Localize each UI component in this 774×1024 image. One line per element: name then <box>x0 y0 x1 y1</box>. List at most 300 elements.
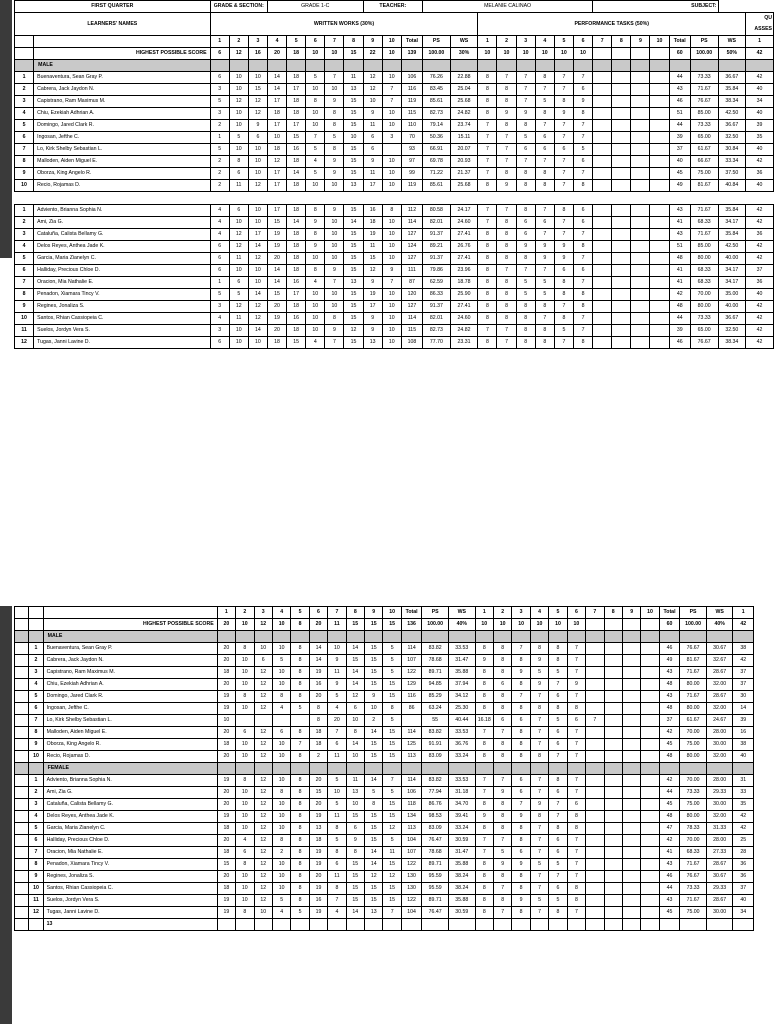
score-cell <box>604 823 622 835</box>
score-cell <box>622 643 640 655</box>
score-cell: 20 <box>309 691 327 703</box>
score-cell: 40 <box>746 289 774 301</box>
score-cell: 15 <box>344 205 363 217</box>
score-cell: 8 <box>478 96 497 108</box>
score-cell: 8 <box>475 907 493 919</box>
score-cell: 12 <box>254 679 272 691</box>
score-cell: 6 <box>573 217 592 229</box>
score-cell: 8 <box>567 703 585 715</box>
score-cell: 12 <box>267 156 286 168</box>
score-cell <box>382 144 401 156</box>
score-cell <box>622 871 640 883</box>
learner-name: Oracion, Mia Nathalie E. <box>43 847 217 859</box>
score-cell: 78.68 <box>422 847 449 859</box>
score-cell: 28.67 <box>706 667 733 679</box>
hps-value: 15 <box>365 619 383 631</box>
blank-cell <box>15 631 29 643</box>
score-cell: 8 <box>530 811 548 823</box>
score-cell: 36 <box>746 168 774 180</box>
score-cell: 8 <box>516 337 535 349</box>
score-cell: 11 <box>328 811 346 823</box>
column-number: 1 <box>733 607 754 619</box>
score-cell: 18 <box>309 835 327 847</box>
score-cell: 15 <box>344 168 363 180</box>
score-cell: 10 <box>382 313 401 325</box>
female-section-label: FEMALE <box>43 763 217 775</box>
column-number: 1 <box>478 36 497 48</box>
score-cell: 8 <box>346 847 364 859</box>
score-cell: 15 <box>383 679 401 691</box>
score-cell: 8 <box>567 883 585 895</box>
blank-cell <box>448 763 475 775</box>
score-cell <box>650 229 669 241</box>
score-cell: 83.09 <box>422 823 449 835</box>
score-cell: 8 <box>306 96 325 108</box>
hps-value: 60 <box>669 48 690 60</box>
score-cell: 114 <box>401 217 422 229</box>
score-cell: 113 <box>401 823 421 835</box>
score-cell: 41 <box>669 265 690 277</box>
score-cell: 8 <box>493 667 511 679</box>
score-cell: 8 <box>497 229 516 241</box>
score-cell: 10 <box>382 180 401 192</box>
empty-row-number: 13 <box>43 919 217 931</box>
score-cell: 12 <box>248 108 267 120</box>
score-cell: 42 <box>733 811 754 823</box>
score-cell: 38 <box>733 643 754 655</box>
score-cell: 48 <box>659 811 679 823</box>
score-cell: 8 <box>512 739 530 751</box>
score-cell: 37 <box>746 265 774 277</box>
grade-section-label: GRADE & SECTION: <box>210 1 267 13</box>
score-cell: 8 <box>535 180 554 192</box>
column-number: 2 <box>236 607 254 619</box>
blank-cell <box>512 631 530 643</box>
learner-name: Ami, Zia G. <box>43 787 217 799</box>
score-cell: 8 <box>291 811 309 823</box>
score-cell: 76.67 <box>680 643 707 655</box>
score-cell: 32.00 <box>706 703 733 715</box>
hps-value: 42 <box>733 619 754 631</box>
learner-name: Oborza, King Angelo R. <box>43 739 217 751</box>
score-cell: 24.82 <box>450 108 478 120</box>
column-number: 4 <box>535 36 554 48</box>
score-cell: 7 <box>549 751 567 763</box>
score-cell: 10 <box>248 205 267 217</box>
score-cell: 5 <box>325 132 344 144</box>
score-cell: 15 <box>383 727 401 739</box>
score-cell: 9 <box>512 895 530 907</box>
score-cell: 8 <box>497 84 516 96</box>
score-cell: 8 <box>554 96 573 108</box>
score-cell: 7 <box>493 727 511 739</box>
score-cell: 12 <box>254 787 272 799</box>
score-cell: 10 <box>248 144 267 156</box>
score-cell: 15 <box>383 691 401 703</box>
score-cell: 7 <box>549 799 567 811</box>
score-cell <box>604 727 622 739</box>
score-cell: 8 <box>475 871 493 883</box>
score-cell: 40 <box>746 144 774 156</box>
score-cell: 55 <box>422 715 449 727</box>
blank-cell <box>365 763 383 775</box>
hps-value: 15 <box>383 619 401 631</box>
score-cell <box>631 180 650 192</box>
blank-cell <box>309 763 327 775</box>
score-cell: 20 <box>217 835 235 847</box>
score-cell: 13 <box>344 277 363 289</box>
learner-number: 1 <box>15 72 34 84</box>
learner-name: Penadon, Xiamara Tincy V. <box>34 289 210 301</box>
score-cell: 10 <box>306 289 325 301</box>
blank-cell <box>328 763 346 775</box>
score-cell: 43 <box>669 229 690 241</box>
score-cell: 8 <box>475 667 493 679</box>
score-cell: 6 <box>516 217 535 229</box>
score-cell: 10 <box>236 799 254 811</box>
score-cell <box>641 883 659 895</box>
score-cell: 25.68 <box>450 180 478 192</box>
score-cell <box>586 895 604 907</box>
female-learner-row <box>15 799 754 811</box>
score-cell: 14 <box>267 265 286 277</box>
score-cell <box>612 132 631 144</box>
score-cell: 15 <box>346 811 364 823</box>
score-cell <box>650 277 669 289</box>
score-cell: 5 <box>516 289 535 301</box>
score-cell <box>586 691 604 703</box>
score-cell <box>641 835 659 847</box>
score-cell: 63.24 <box>422 703 449 715</box>
score-cell: 116 <box>401 84 422 96</box>
blank-cell <box>272 631 290 643</box>
score-cell: 12 <box>254 811 272 823</box>
score-cell: 5 <box>530 859 548 871</box>
score-cell <box>631 217 650 229</box>
score-cell: 7 <box>567 751 585 763</box>
score-cell: 37 <box>733 667 754 679</box>
score-cell: 6 <box>535 217 554 229</box>
score-cell: 8 <box>567 823 585 835</box>
score-cell: 7 <box>567 739 585 751</box>
learner-number: 5 <box>29 823 43 835</box>
score-cell: 10 <box>272 823 290 835</box>
score-cell: 8 <box>512 751 530 763</box>
score-cell: 19 <box>309 667 327 679</box>
score-cell: 10 <box>325 301 344 313</box>
score-cell: 61.67 <box>680 715 707 727</box>
score-cell: 15 <box>344 229 363 241</box>
score-cell <box>631 72 650 84</box>
score-cell: 6 <box>567 715 585 727</box>
score-cell: 16 <box>309 679 327 691</box>
score-cell: 83.82 <box>422 643 449 655</box>
score-cell: 7 <box>554 72 573 84</box>
score-cell: 7 <box>497 156 516 168</box>
learner-number: 10 <box>15 180 34 192</box>
score-cell: 15 <box>365 643 383 655</box>
score-cell: 10 <box>229 108 248 120</box>
score-cell: 14 <box>365 859 383 871</box>
blank-cell <box>236 763 254 775</box>
score-cell: 11 <box>328 871 346 883</box>
score-cell: 46 <box>669 96 690 108</box>
score-cell: 8 <box>530 751 548 763</box>
learner-name: Ami, Zia G. <box>34 217 210 229</box>
score-cell: 2 <box>365 715 383 727</box>
score-cell: 37 <box>669 144 690 156</box>
score-cell: 48 <box>659 679 679 691</box>
column-number: 1 <box>475 607 493 619</box>
score-cell: 14 <box>346 679 364 691</box>
score-cell: 7 <box>382 277 401 289</box>
score-cell: 122 <box>401 895 421 907</box>
score-cell: 77.70 <box>423 337 451 349</box>
score-cell: 8 <box>475 859 493 871</box>
score-cell: 10 <box>248 156 267 168</box>
score-cell: 27.41 <box>450 253 478 265</box>
score-cell <box>586 679 604 691</box>
male-learner-row <box>15 144 774 156</box>
score-cell <box>622 859 640 871</box>
score-cell: 6 <box>549 787 567 799</box>
score-cell: 40 <box>746 84 774 96</box>
blank-cell <box>622 763 640 775</box>
score-cell <box>593 217 612 229</box>
blank-cell <box>475 631 493 643</box>
score-cell: 18 <box>267 108 286 120</box>
score-cell: 10 <box>248 337 267 349</box>
score-cell: 20 <box>309 871 327 883</box>
score-cell: 83.45 <box>423 84 451 96</box>
score-cell: 8 <box>382 205 401 217</box>
score-cell: 10 <box>382 72 401 84</box>
score-cell: 8 <box>475 751 493 763</box>
score-cell: 6 <box>573 156 592 168</box>
hps-value: 50% <box>718 48 746 60</box>
male-learner-row <box>15 108 774 120</box>
hps-value <box>593 48 612 60</box>
score-cell: 8 <box>497 241 516 253</box>
score-cell: 8 <box>325 120 344 132</box>
blank-cell <box>475 919 493 931</box>
score-cell: 10 <box>229 217 248 229</box>
learner-number: 2 <box>15 217 34 229</box>
score-cell: 5 <box>554 325 573 337</box>
score-cell: 15 <box>344 241 363 253</box>
score-cell: 10 <box>236 823 254 835</box>
score-cell: 18.78 <box>450 277 478 289</box>
score-cell: 8 <box>512 679 530 691</box>
score-cell: 42 <box>746 301 774 313</box>
score-cell: 89.71 <box>422 667 449 679</box>
score-cell: 120 <box>401 289 422 301</box>
learner-number: 9 <box>29 871 43 883</box>
score-cell: 9 <box>512 667 530 679</box>
column-number: 9 <box>631 36 650 48</box>
score-cell: 5 <box>549 715 567 727</box>
score-cell <box>604 667 622 679</box>
blank-cell <box>448 631 475 643</box>
score-cell: 8 <box>478 108 497 120</box>
score-cell: 4 <box>236 835 254 847</box>
score-cell: 9 <box>497 180 516 192</box>
learner-number: 9 <box>29 739 43 751</box>
score-cell: 7 <box>530 787 548 799</box>
score-cell <box>631 108 650 120</box>
score-cell: 71.67 <box>680 691 707 703</box>
score-cell: 10 <box>382 301 401 313</box>
score-cell: 6 <box>210 337 229 349</box>
score-cell: 15 <box>365 679 383 691</box>
blank-cell <box>423 60 451 72</box>
score-cell: 36.67 <box>718 120 746 132</box>
score-cell: 7 <box>554 132 573 144</box>
score-cell <box>631 96 650 108</box>
score-cell: 5 <box>549 895 567 907</box>
score-cell: 12 <box>229 241 248 253</box>
score-cell: 10 <box>328 787 346 799</box>
learner-number: 9 <box>15 168 34 180</box>
score-cell <box>650 132 669 144</box>
score-cell: 10 <box>217 715 235 727</box>
score-cell: 8 <box>516 205 535 217</box>
score-cell <box>631 325 650 337</box>
score-cell: 76.67 <box>690 337 718 349</box>
score-cell: 18 <box>217 883 235 895</box>
score-cell: 10 <box>236 655 254 667</box>
score-cell <box>586 655 604 667</box>
performance-tasks-header: PERFORMANCE TASKS (50%) <box>478 13 746 36</box>
score-cell <box>650 301 669 313</box>
score-cell: 10 <box>236 751 254 763</box>
score-cell: 6 <box>229 168 248 180</box>
score-cell: 12 <box>346 691 364 703</box>
score-cell: 8 <box>272 787 290 799</box>
score-cell: 8 <box>497 289 516 301</box>
score-cell: 8 <box>475 739 493 751</box>
score-cell: 15 <box>287 337 306 349</box>
score-cell: 114 <box>401 313 422 325</box>
blank-cell <box>493 919 511 931</box>
score-cell: 97 <box>401 156 422 168</box>
score-cell: 9 <box>346 835 364 847</box>
score-cell <box>612 265 631 277</box>
learner-name: Cabrera, Jack Jaydon N. <box>34 84 210 96</box>
blank-cell <box>641 631 659 643</box>
score-cell: 35.84 <box>718 229 746 241</box>
learner-number: 2 <box>15 84 34 96</box>
score-cell: 1 <box>210 132 229 144</box>
score-cell: 40.84 <box>718 180 746 192</box>
score-cell: 10 <box>382 108 401 120</box>
score-cell: 9 <box>512 859 530 871</box>
score-cell <box>641 895 659 907</box>
score-cell: 7 <box>567 835 585 847</box>
score-cell: 15 <box>346 871 364 883</box>
score-cell: 10 <box>229 120 248 132</box>
score-cell <box>622 787 640 799</box>
score-cell: 5 <box>535 277 554 289</box>
score-cell <box>650 289 669 301</box>
score-cell: 9 <box>475 655 493 667</box>
score-cell: 6 <box>549 691 567 703</box>
score-cell <box>641 703 659 715</box>
score-cell: 8 <box>291 835 309 847</box>
score-cell: 6 <box>512 775 530 787</box>
score-cell: 38.34 <box>718 96 746 108</box>
score-cell: 8 <box>573 289 592 301</box>
score-cell: 5 <box>328 799 346 811</box>
score-cell: 86.33 <box>423 289 451 301</box>
female-learner-row <box>15 313 774 325</box>
hps-value: 10 <box>306 48 325 60</box>
learner-number: 8 <box>29 859 43 871</box>
hps-value: 20 <box>267 48 286 60</box>
learner-name: Delos Reyes, Anthea Jade K. <box>43 811 217 823</box>
score-cell <box>631 144 650 156</box>
blank-cell <box>549 631 567 643</box>
score-cell: 14 <box>267 84 286 96</box>
score-cell <box>612 253 631 265</box>
score-cell <box>622 667 640 679</box>
score-cell: 10 <box>306 325 325 337</box>
score-cell: 5 <box>530 895 548 907</box>
score-cell: 10 <box>236 895 254 907</box>
score-cell: 36.67 <box>718 313 746 325</box>
blank-cell <box>15 871 29 883</box>
score-cell: 30.00 <box>706 739 733 751</box>
blank-cell <box>291 763 309 775</box>
score-cell: 14 <box>248 289 267 301</box>
score-cell: 12 <box>248 301 267 313</box>
score-cell <box>593 229 612 241</box>
score-cell: 6 <box>573 205 592 217</box>
score-cell: 73.33 <box>690 120 718 132</box>
blank-cell <box>512 763 530 775</box>
blank-cell <box>346 763 364 775</box>
score-cell: 27.33 <box>706 847 733 859</box>
score-cell: 42 <box>659 775 679 787</box>
learner-name: Recio, Rojamas D. <box>43 751 217 763</box>
score-cell: 114 <box>401 643 421 655</box>
score-cell: 10 <box>328 643 346 655</box>
score-cell: 6 <box>549 727 567 739</box>
score-cell: 19 <box>217 895 235 907</box>
score-cell: 8 <box>325 108 344 120</box>
score-cell: 15 <box>383 799 401 811</box>
score-cell: 9 <box>325 325 344 337</box>
blank-cell <box>328 631 346 643</box>
written-works-header: WRITTEN WORKS (30%) <box>210 13 478 36</box>
blank-cell <box>530 631 548 643</box>
score-cell: 8 <box>306 265 325 277</box>
score-cell: 5 <box>328 835 346 847</box>
blank-cell <box>15 667 29 679</box>
score-cell: 43 <box>659 691 679 703</box>
score-cell: 8 <box>535 108 554 120</box>
score-cell: 85.00 <box>690 108 718 120</box>
score-cell: 10 <box>229 337 248 349</box>
score-cell: 5 <box>365 787 383 799</box>
female-learner-row <box>15 229 774 241</box>
score-cell: 8 <box>229 156 248 168</box>
score-cell: 34 <box>746 96 774 108</box>
male-section-label: MALE <box>34 60 210 72</box>
score-cell: 16.18 <box>475 715 493 727</box>
score-cell: 5 <box>535 96 554 108</box>
score-cell: 50.36 <box>423 132 451 144</box>
